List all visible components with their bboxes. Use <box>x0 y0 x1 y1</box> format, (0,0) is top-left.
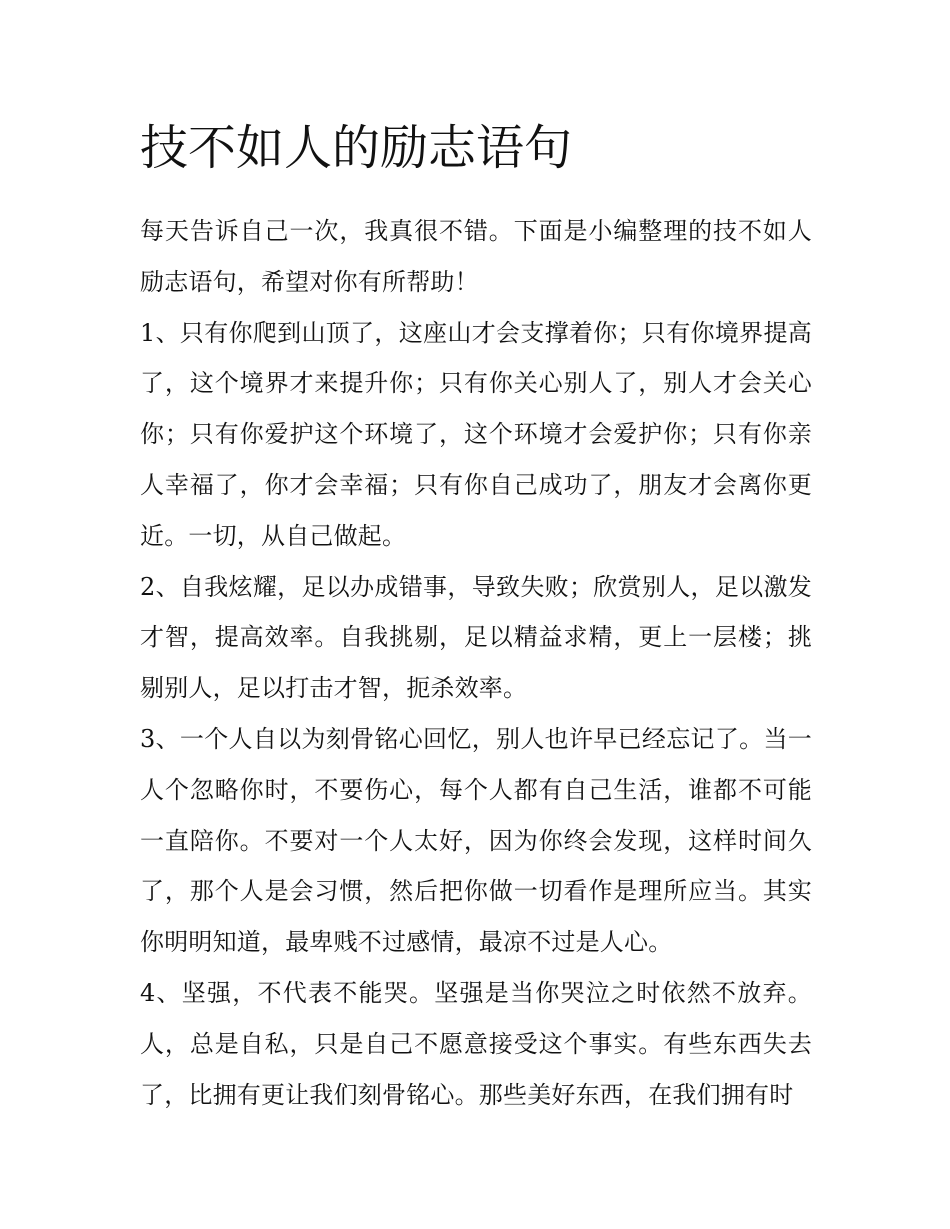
quote-paragraph-1: 1、只有你爬到山顶了，这座山才会支撑着你；只有你境界提高了，这个境界才来提升你；只有你关心别人了，别人才会关心你；只有你爱护这个环境了，这个环境才会爱护你；只有你亲人幸福了，你才会幸福；只有你自己成功了，朋友才会离你更近。一切，从自己做起。 <box>140 318 812 550</box>
intro-paragraph: 每天告诉自己一次，我真很不错。下面是小编整理的技不如人励志语句，希望对你有所帮助！ <box>140 217 812 296</box>
document-body <box>140 112 812 1120</box>
quote-paragraph-4: 4、坚强，不代表不能哭。坚强是当你哭泣之时依然不放弃。人，总是自私，只是自己不愿意接受这个事实。有些东西失去了，比拥有更让我们刻骨铭心。那些美好东西，在我们拥有时 <box>140 978 812 1109</box>
document-title: 技不如人的励志语句 <box>140 120 573 176</box>
quote-paragraph-2: 2、自我炫耀，足以办成错事，导致失败；欣赏别人，足以激发才智，提高效率。自我挑剔，足以精益求精，更上一层楼；挑剔别人，足以打击才智，扼杀效率。 <box>140 572 812 703</box>
quote-paragraph-3: 3、一个人自以为刻骨铭心回忆，别人也许早已经忘记了。当一人个忽略你时，不要伤心，每个人都有自己生活，谁都不可能一直陪你。不要对一个人太好，因为你终会发现，这样时间久了，那个人是会习惯，然后把你做一切看作是理所应当。其实你明明知道，最卑贱不过感情，最凉不过是人心。 <box>140 724 812 957</box>
